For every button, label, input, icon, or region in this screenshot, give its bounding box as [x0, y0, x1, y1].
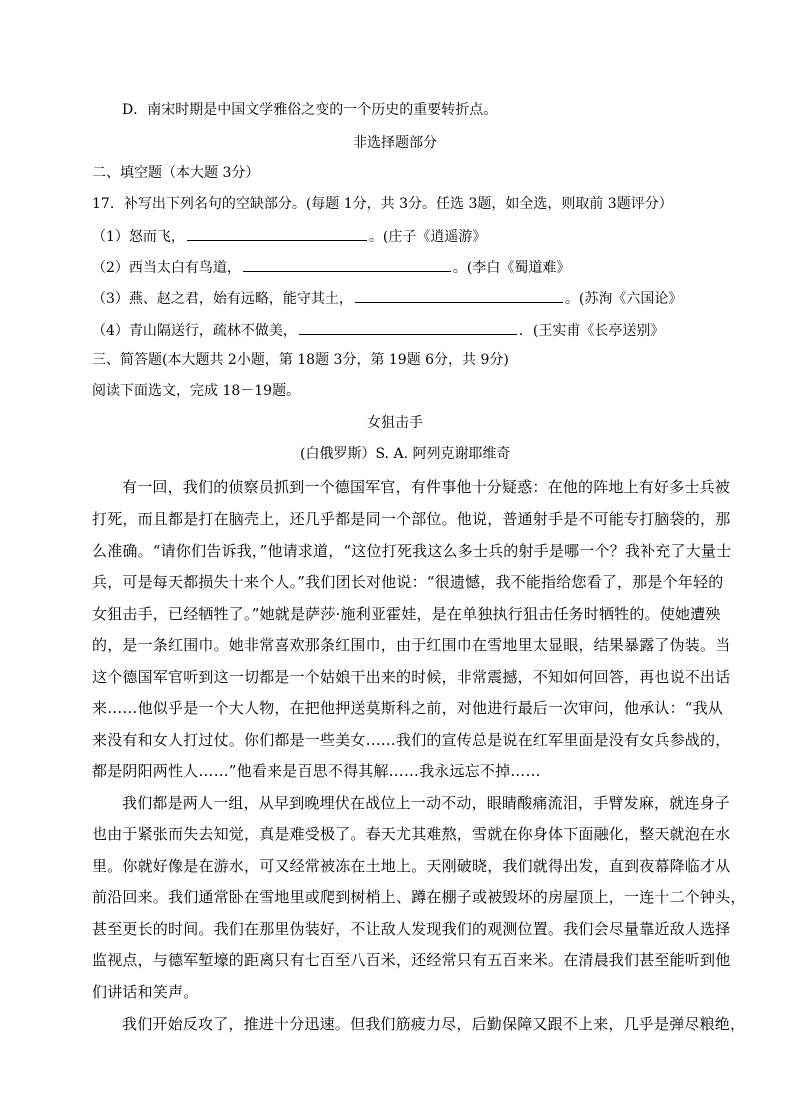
- paragraph-line: 这个德国军官听到这一切都是一个姑娘干出来的时候，非常震撼，不知如何回答，再也说不出话: [92, 668, 731, 686]
- paragraph-line: 我们开始反攻了，推进十分迅速。但我们筋疲力尽，后勤保障又跟不上来，几乎是弹尽粮绝，: [122, 1015, 746, 1033]
- fill-item-2-before: （2）西当太白有鸟道，: [92, 260, 241, 276]
- paragraph-line: 前沿回来。我们通常卧在雪地里或爬到树梢上、蹲在棚子或被毁坏的房屋顶上，一连十二个钟头，: [92, 888, 746, 906]
- paragraph-line: 甚至更长的时间。我们在那里伪装好，不让敌人发现我们的观测位置。我们会尽量靠近敌人选择: [92, 920, 731, 938]
- fill-item-1: [92, 226, 486, 247]
- fill-item-3: [92, 288, 682, 309]
- answer-blank-1[interactable]: [187, 226, 367, 241]
- paragraph-line: 里。你就好像是在游水，可又经常被冻在土地上。天刚破晓，我们就得出发，直到夜幕降临才从: [92, 857, 731, 875]
- paragraph-line: 也由于紧张而失去知觉，真是难受极了。春天尤其难熬，雪就在你身体下面融化，整天就泡在水: [92, 825, 731, 843]
- answer-blank-4[interactable]: [299, 320, 517, 335]
- fill-item-3-after: 。(苏洵《六国论》: [564, 291, 683, 307]
- paragraph-line: 都是阴阳两性人……”他看来是百思不得其解……我永远忘不掉……: [92, 762, 541, 780]
- paragraph-line: 来……他似乎是一个大人物，在把他押送莫斯科之前，对他进行最后一次审问，他承认：“我从: [92, 699, 724, 717]
- fill-item-2-after: 。(李白《蜀道难》: [452, 260, 571, 276]
- paragraph-line: 们讲话和笑声。: [92, 983, 199, 1001]
- option-d: D．南宋时期是中国文学雅俗之变的一个历史的重要转折点。: [122, 102, 498, 118]
- paragraph-line: 女狙击手，已经牺牲了。”她就是萨莎·施利亚霍娃，是在单独执行狙击任务时牺牲的。使她遭殃: [92, 605, 721, 623]
- reading-instruction: 阅读下面选文，完成 18－19题。: [92, 383, 301, 399]
- paragraph-line: 监视点，与德军堑壕的距离只有七百至八百米，还经常只有五百来米。在清晨我们甚至能听到他: [92, 951, 731, 969]
- paragraph-line: 我们都是两人一组，从早到晚埋伏在战位上一动不动，眼睛酸痛流泪，手臂发麻，就连身子: [122, 794, 731, 812]
- fill-item-1-before: （1）怒而飞，: [92, 229, 185, 245]
- fill-item-1-after: 。(庄子《逍遥游》: [368, 229, 487, 245]
- paragraph-line: 打死，而且都是打在脑壳上，还几乎都是同一个部位。他说，普通射手是不可能专打脑袋的，那: [92, 510, 731, 528]
- paragraph-line: 来没有和女人打过仗。你们都是一些美女……我们的宣传总是说在红军里面是没有女兵参战的，: [92, 731, 731, 749]
- question-17: 17．补写出下列名句的空缺部分。(每题 1分，共 3分。任选 3题，如全选，则取前 3题评分）: [92, 196, 673, 212]
- article-author: (白俄罗斯）S. A. 阿列克谢耶维奇: [300, 446, 511, 462]
- fill-item-3-before: （3）燕、赵之君，始有远略，能守其土，: [92, 291, 353, 307]
- fill-item-4: [92, 320, 664, 341]
- section-heading-fill: 二、填空题（本大题 3分）: [92, 165, 260, 181]
- fill-item-2: [92, 257, 570, 278]
- answer-blank-2[interactable]: [243, 257, 451, 272]
- paragraph-line: 有一回，我们的侦察员抓到一个德国军官，有件事他十分疑惑：在他的阵地上有好多士兵被: [122, 478, 731, 496]
- paragraph-line: 兵，可是每天都损失十来个人。”我们团长对他说：“很遗憾，我不能指给您看了，那是个年轻的: [92, 573, 724, 591]
- article-title: 女狙击手: [367, 415, 423, 431]
- fill-item-4-before: （4）青山隔送行，疏林不做美，: [92, 323, 297, 339]
- paragraph-line: 的，是一条红围巾。她非常喜欢那条红围巾，由于红围巾在雪地里太显眼，结果暴露了伪装。当: [92, 636, 731, 654]
- fill-item-4-after: ．(王实甫《长亭送别》: [518, 323, 665, 339]
- section-heading-short-answer: 三、简答题(本大题共 2小题，第 18题 3分，第 19题 6分，共 9分): [92, 352, 509, 368]
- section-heading-nonchoice: 非选择题部分: [353, 135, 437, 151]
- paragraph-line: 么准确。“请你们告诉我，”他请求道，“这位打死我这么多士兵的射手是哪一个？我补充了大量士: [92, 542, 732, 560]
- answer-blank-3[interactable]: [355, 288, 563, 303]
